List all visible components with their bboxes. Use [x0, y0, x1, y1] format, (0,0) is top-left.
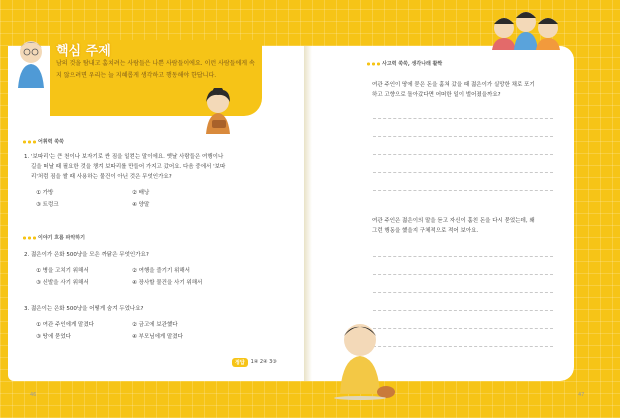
gutter — [304, 46, 312, 381]
section-tag-label: 사고력 쑥쑥, 생각나래 활짝 — [382, 61, 443, 67]
boy-digging-illustration — [330, 318, 400, 400]
right-question-2 — [372, 216, 535, 236]
dots-icon — [366, 61, 380, 67]
question-2: 2. 젊은이가 은화 500냥을 모은 까닭은 무엇인가요? — [24, 252, 149, 258]
right-question-1-line: 하고 고향으로 돌아갔다면 어떠한 일이 벌어졌을까요? — [372, 92, 501, 98]
answer-values: 1④ 2④ 3③ — [250, 359, 277, 365]
q3-option-3: ③ 땅에 묻었다 — [36, 334, 71, 340]
q1-option-1: ① 가방 — [36, 190, 54, 196]
answer-line[interactable] — [373, 154, 553, 155]
q3-option-4: ④ 부모님에게 맡겼다 — [132, 334, 183, 340]
q1-option-3: ③ 트렁크 — [36, 202, 59, 208]
q1-option-4: ④ 양말 — [132, 202, 150, 208]
question-1 — [24, 152, 225, 182]
section-tag-label: 이야기 흐름 파악하기 — [38, 235, 85, 241]
q2-option-1: ① 병을 고치기 위해서 — [36, 268, 89, 274]
q2-option-2: ② 여행을 즐기기 위해서 — [132, 268, 190, 274]
page-number-left: 46 — [30, 392, 37, 398]
answer-line[interactable] — [373, 118, 553, 119]
dots-icon — [22, 139, 36, 145]
answer-line[interactable] — [373, 190, 553, 191]
q3-option-2: ② 금고에 보관했다 — [132, 322, 178, 328]
question-1-line: 리'처럼 짐을 쌀 때 사용하는 물건이 아닌 것은 무엇인가요? — [31, 174, 172, 180]
answer-label: 정답 — [232, 358, 248, 367]
answer-line[interactable] — [373, 274, 553, 275]
section-tag-vocabulary — [22, 138, 64, 145]
theme-text: 남의 것을 탐내고 훔치려는 사람들은 나쁜 사람들이에요. 이런 사람들에게 속지 않으려면 우리는 늘 지혜롭게 생각하고 행동해야 한답니다. — [56, 60, 255, 79]
question-1-line: 길을 떠날 때 필요한 것을 챙겨 보따리를 만들어 가지고 갔어요. 다음 중에서 '보따 — [31, 164, 226, 170]
answer-line[interactable] — [373, 328, 553, 329]
answer-key — [232, 356, 294, 368]
question-1-line: 1. '보따리'는 큰 천이나 보자기로 싼 짐을 일컫는 말이에요. 옛날 사람들은 여행이나 — [24, 154, 224, 160]
girl-illustration — [198, 88, 238, 134]
page-number-right: 47 — [578, 392, 585, 398]
section-tag-story-flow — [22, 234, 85, 241]
answer-line[interactable] — [373, 172, 553, 173]
q1-option-2: ② 배낭 — [132, 190, 150, 196]
right-question-2-line: 그런 행동을 했을지 구체적으로 적어 보아요. — [372, 228, 479, 234]
right-question-2-line: 여관 주인은 젊은이의 말을 듣고 자신이 훔친 돈을 다시 묻었는데, 왜 — [372, 218, 535, 224]
children-illustration — [488, 6, 564, 50]
theme-title: 핵심 주제 — [56, 44, 111, 59]
answer-line[interactable] — [373, 256, 553, 257]
teacher-illustration — [12, 38, 50, 88]
right-question-1-line: 여관 주인이 땅에 묻은 돈을 훔쳐 갔을 때 젊은이가 실망한 채로 포기 — [372, 82, 535, 88]
q2-option-3: ③ 신발을 사기 위해서 — [36, 280, 89, 286]
q2-option-4: ④ 장사할 물건을 사기 위해서 — [132, 280, 203, 286]
section-tag-label: 어휘력 쑥쑥 — [38, 139, 64, 145]
q3-option-1: ① 여관 주인에게 맡겼다 — [36, 322, 94, 328]
question-3: 3. 젊은이는 은화 500냥을 어떻게 숨겨 두었나요? — [24, 306, 144, 312]
answer-line[interactable] — [373, 292, 553, 293]
section-tag-thinking — [366, 60, 442, 67]
answer-line[interactable] — [373, 136, 553, 137]
right-question-1 — [372, 80, 535, 100]
dots-icon — [22, 235, 36, 241]
answer-line[interactable] — [373, 346, 553, 347]
answer-line[interactable] — [373, 310, 553, 311]
